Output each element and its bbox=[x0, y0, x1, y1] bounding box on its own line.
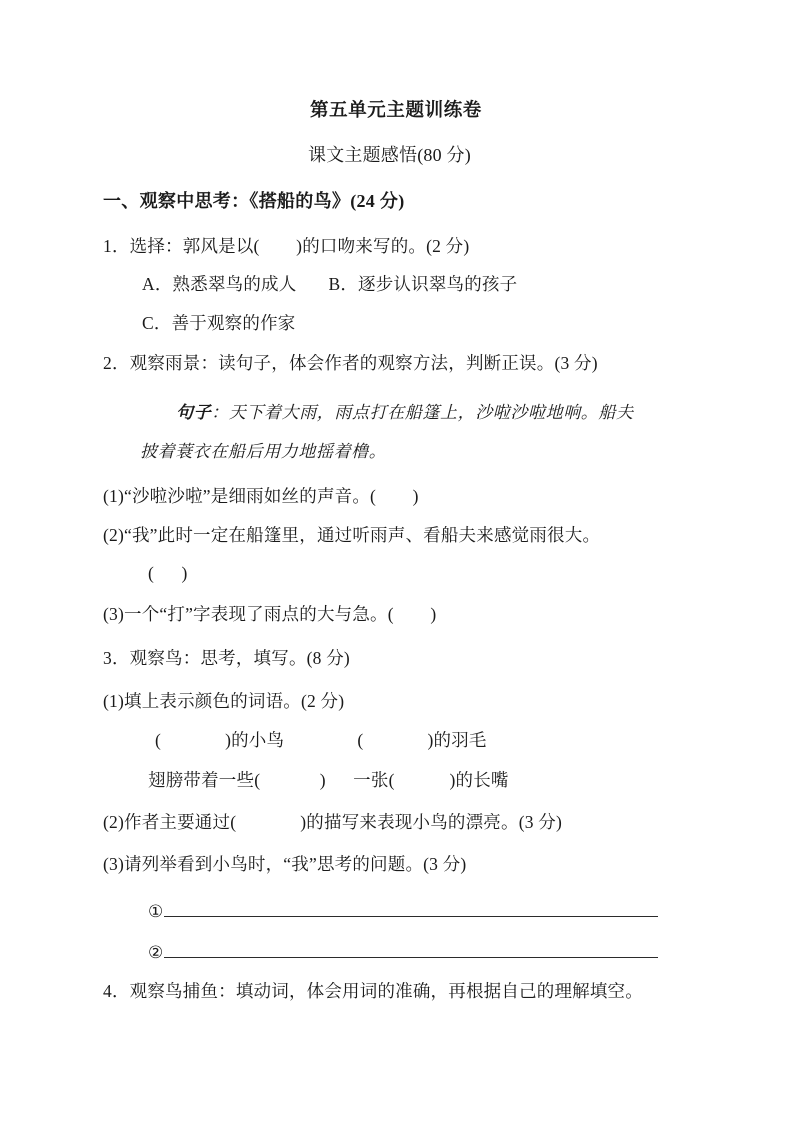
question-3-blank-row-1[interactable]: ( )的小鸟 ( )的羽毛 bbox=[155, 730, 487, 750]
question-2-sub-3[interactable]: (3)一个“打”字表现了雨点的大与急。( ) bbox=[103, 604, 437, 624]
page-title: 第五单元主题训练卷 bbox=[310, 101, 482, 121]
answer-rule-2[interactable] bbox=[164, 957, 658, 958]
answer-rule-1[interactable] bbox=[164, 916, 658, 917]
question-2-stem: 2．观察雨景：读句子，体会作者的观察方法，判断正误。(3 分) bbox=[103, 353, 598, 373]
question-1-option-c[interactable]: C．善于观察的作家 bbox=[142, 313, 296, 333]
question-3-sub-1: (1)填上表示颜色的词语。(2 分) bbox=[103, 691, 345, 711]
quote-text-1: ：天下着大雨，雨点打在船篷上，沙啦沙啦地响。船夫 bbox=[211, 403, 634, 422]
question-2-sub-1[interactable]: (1)“沙啦沙啦”是细雨如丝的声音。( ) bbox=[103, 486, 419, 506]
question-2-sub-2: (2)“我”此时一定在船篷里，通过听雨声、看船夫来感觉雨很大。 bbox=[103, 525, 601, 545]
page-subtitle: 课文主题感悟(80 分) bbox=[308, 145, 471, 165]
circled-number-2: ② bbox=[148, 943, 164, 962]
circled-number-1: ① bbox=[148, 902, 164, 921]
question-3-sub-2[interactable]: (2)作者主要通过( )的描写来表现小鸟的漂亮。(3 分) bbox=[103, 812, 562, 832]
answer-line-1[interactable] bbox=[148, 900, 672, 921]
answer-line-2[interactable] bbox=[148, 941, 672, 962]
question-3-sub-3: (3)请列举看到小鸟时，“我”思考的问题。(3 分) bbox=[103, 854, 467, 874]
quote-label: 句子 bbox=[176, 403, 212, 422]
question-2-sub-2-blank[interactable]: ( ) bbox=[148, 563, 188, 583]
question-4-stem: 4．观察鸟捕鱼：填动词，体会用词的准确，再根据自己的理解填空。 bbox=[103, 981, 643, 1001]
question-2-quote-line-1 bbox=[176, 404, 634, 421]
section-heading: 一、观察中思考：《搭船的鸟》(24 分) bbox=[103, 191, 405, 211]
question-1-option-ab[interactable]: A．熟悉翠鸟的成人 B．逐步认识翠鸟的孩子 bbox=[142, 274, 518, 294]
question-1-stem: 1．选择：郭风是以( )的口吻来写的。(2 分) bbox=[103, 236, 470, 256]
question-3-blank-row-2[interactable]: 翅膀带着一些( ) 一张( )的长嘴 bbox=[148, 770, 509, 790]
question-3-stem: 3．观察鸟：思考，填写。(8 分) bbox=[103, 648, 350, 668]
question-2-quote-line-2: 披着蓑衣在船后用力地摇着橹。 bbox=[140, 442, 387, 461]
